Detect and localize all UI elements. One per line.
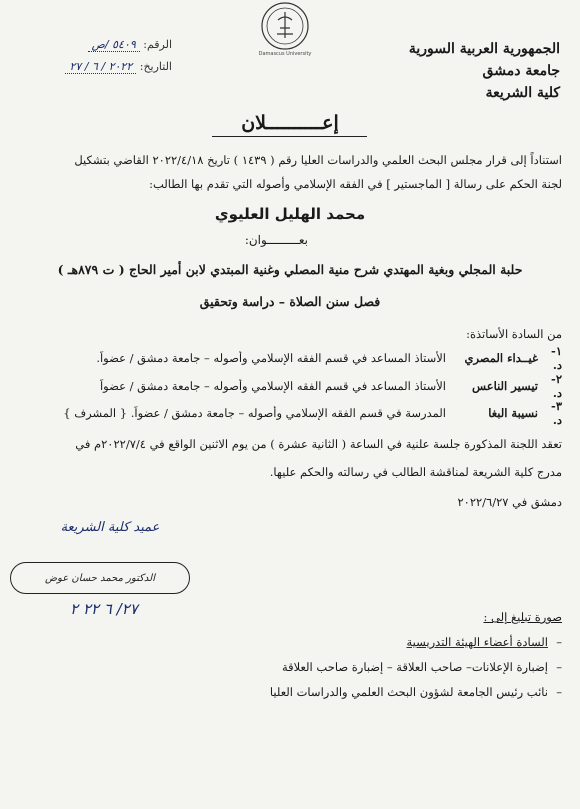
member-number: ٢- د. <box>551 372 562 400</box>
committee-label: من السادة الأساتذة: <box>466 327 562 341</box>
committee-member <box>12 346 562 370</box>
cc-label: صورة تبليغ إلى : <box>483 610 562 624</box>
student-name: محمد الهليل العليوي <box>214 205 366 223</box>
member-role: الأستاذ المساعد في قسم الفقه الإسلامي وأصوله – جامعة دمشق / عضواً <box>99 379 446 393</box>
cc-item-text: نائب رئيس الجامعة لشؤون البحث العلمي والدراسات العليا <box>269 685 548 699</box>
reference-date-row <box>12 56 172 78</box>
number-value: ٥٤٠٩ /ص <box>88 38 140 52</box>
handwritten-date: ٢٧/ ٦ ٢٢ ٢ <box>70 600 138 618</box>
meeting-line-2: مدرج كلية الشريعة لمناقشة الطالب في رسالته والحكم عليها. <box>269 465 562 479</box>
committee-member <box>12 374 562 398</box>
cc-item: – إضبارة الإعلانات– صاحب العلاقة – إضبارة صاحب العلاقة <box>281 660 562 674</box>
member-name: تيسير الناعس <box>472 379 538 393</box>
member-name: نسيبة البغا <box>488 406 538 420</box>
cc-item: – السادة أعضاء الهيئة التدريسية <box>406 635 562 649</box>
cc-item-text: السادة أعضاء الهيئة التدريسية <box>406 635 548 649</box>
date-label: التاريخ: <box>139 60 172 73</box>
date-value: ٢٠٢٢ / ٦ / ٢٧ <box>65 60 136 74</box>
letterhead <box>360 38 560 104</box>
member-role: الأستاذ المساعد في قسم الفقه الإسلامي وأصوله – جامعة دمشق / عضواً. <box>96 351 446 365</box>
member-name: غيــداء المصري <box>464 351 538 365</box>
reference-number-row <box>12 34 172 56</box>
place-date: دمشق في ٢٠٢٢/٦/٢٧ <box>457 495 562 509</box>
faculty-name: كلية الشريعة <box>485 85 560 101</box>
country-name: الجمهورية العربية السورية <box>408 41 560 57</box>
university-name: جامعة دمشق <box>482 63 560 79</box>
cc-item-text: إضبارة الإعلانات– صاحب العلاقة – إضبارة صاحب العلاقة <box>281 660 548 674</box>
member-number: ١- د. <box>551 344 562 372</box>
member-number: ٣- د. <box>551 399 562 427</box>
intro-line-2: لجنة الحكم على رسالة [ الماجستير ] في الفقه الإسلامي وأصوله التي تقدم بها الطالب: <box>149 177 562 191</box>
number-label: الرقم: <box>143 38 172 51</box>
title-underline <box>212 136 367 137</box>
university-logo-icon <box>250 0 320 58</box>
thesis-title-line-1: حلبة المجلي وبغية المهتدي شرح منية المصلي وغنية المبتدي لابن أمير الحاج ( ت ٨٧٩هـ ) <box>57 262 523 277</box>
signature-stamp: الدكتور محمد حسان عوض <box>10 562 190 594</box>
cc-item: – نائب رئيس الجامعة لشؤون البحث العلمي والدراسات العليا <box>269 685 562 699</box>
thesis-title-line-2: فصل سنن الصلاة – دراسة وتحقيق <box>199 294 381 309</box>
member-role: المدرسة في قسم الفقه الإسلامي وأصوله – جامعة دمشق / عضواً. { المشرف } <box>63 406 446 420</box>
logo-caption: Damascus University <box>258 51 312 57</box>
committee-member <box>12 401 562 425</box>
signature-title: عميد كلية الشريعة <box>60 520 160 535</box>
title-label: بعـــــــــوان: <box>244 233 308 247</box>
intro-line-1: استناداً إلى قرار مجلس البحث العلمي والدراسات العليا رقم ( ١٤٣٩ ) تاريخ ٢٠٢٢/٤/١٨ القاضي بتشكيل <box>74 153 562 167</box>
reference-block <box>12 34 172 78</box>
meeting-line-1: تعقد اللجنة المذكورة جلسة علنية في الساعة ( الثانية عشرة ) من يوم الاثنين الواقع في ٢٠٢٢/٧/٤م في <box>75 437 562 451</box>
announcement-title: إعــــــــــلان <box>241 112 339 134</box>
